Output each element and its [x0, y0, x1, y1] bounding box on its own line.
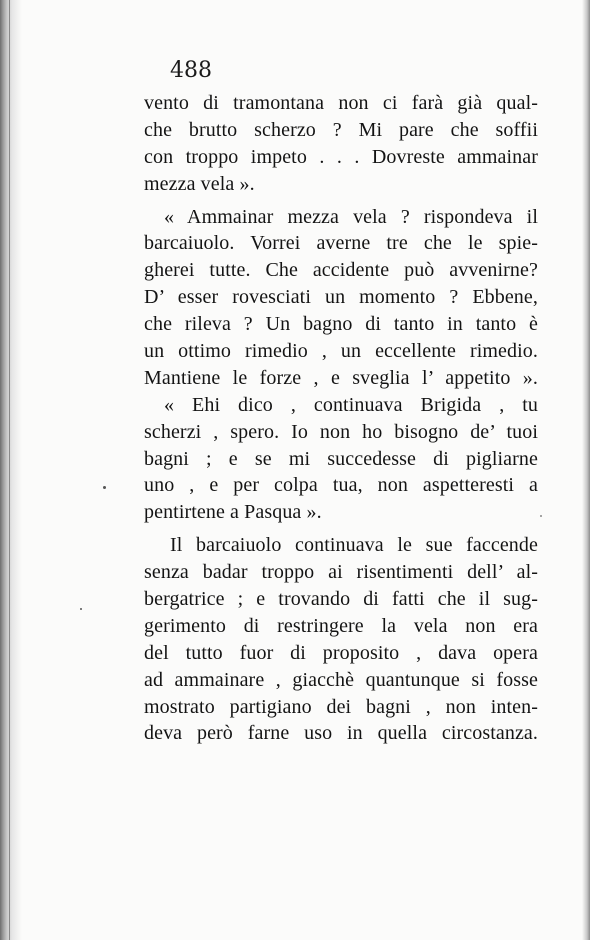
text-line: con troppo impeto . . . Dovreste ammainar: [144, 145, 538, 168]
page-edge: [582, 0, 590, 940]
text-line: del tutto fuor di proposito , dava opera: [144, 641, 538, 664]
text-line: uno , e per colpa tua, non aspetteresti a: [144, 474, 538, 497]
body-text: [144, 90, 538, 747]
text-line: gerimento di restringere la vela non era: [144, 614, 538, 637]
text-line: « Ammainar mezza vela ? rispondeva il: [164, 205, 538, 228]
text-line: mezza vela ».: [144, 172, 255, 195]
paper-speck: [540, 515, 542, 517]
page-number: 488: [170, 58, 212, 83]
paper-speck: [103, 486, 106, 489]
text-line: vento di tramontana non ci farà già qual-: [144, 92, 538, 114]
binding-shadow: [0, 0, 22, 940]
text-line: che brutto scherzo ? Mi pare che soffii: [144, 118, 538, 141]
text-line: bagni ; e se mi succedesse di pigliarne: [144, 447, 538, 470]
text-line: Il barcaiuolo continuava le sue faccende: [170, 534, 538, 557]
text-line: un ottimo rimedio , un eccellente rimedio.: [144, 340, 538, 363]
paragraph: [144, 392, 538, 526]
text-line: ad ammainare , giacchè quantunque si fosse: [144, 668, 538, 691]
text-line: mostrato partigiano dei bagni , non inten-: [144, 695, 538, 718]
text-line: D’ esser rovesciati un momento ? Ebbene,: [144, 286, 538, 309]
paragraph: [144, 532, 538, 747]
text-line: deva però farne uso in quella circostanza.: [144, 722, 538, 745]
text-line: senza badar troppo ai risentimenti dell’ al-: [144, 561, 538, 584]
text-line: gherei tutte. Che accidente può avvenirne?: [144, 259, 538, 282]
text-line: bergatrice ; e trovando di fatti che il sug-: [144, 588, 538, 611]
text-line: pentirtene a Pasqua ».: [144, 501, 322, 524]
paragraph: [144, 204, 538, 392]
text-line: barcaiuolo. Vorrei averne tre che le spie-: [144, 232, 538, 255]
text-line: « Ehi dico , continuava Brigida , tu: [164, 393, 538, 416]
paragraph: [144, 90, 538, 198]
text-line: che rileva ? Un bagno di tanto in tanto è: [144, 313, 538, 336]
text-line: scherzi , spero. Io non ho bisogno de’ tuoi: [144, 420, 538, 443]
paper-speck: [80, 608, 82, 610]
text-line: Mantiene le forze , e sveglia l’ appetito ».: [144, 366, 538, 389]
binding-line: [9, 0, 10, 940]
